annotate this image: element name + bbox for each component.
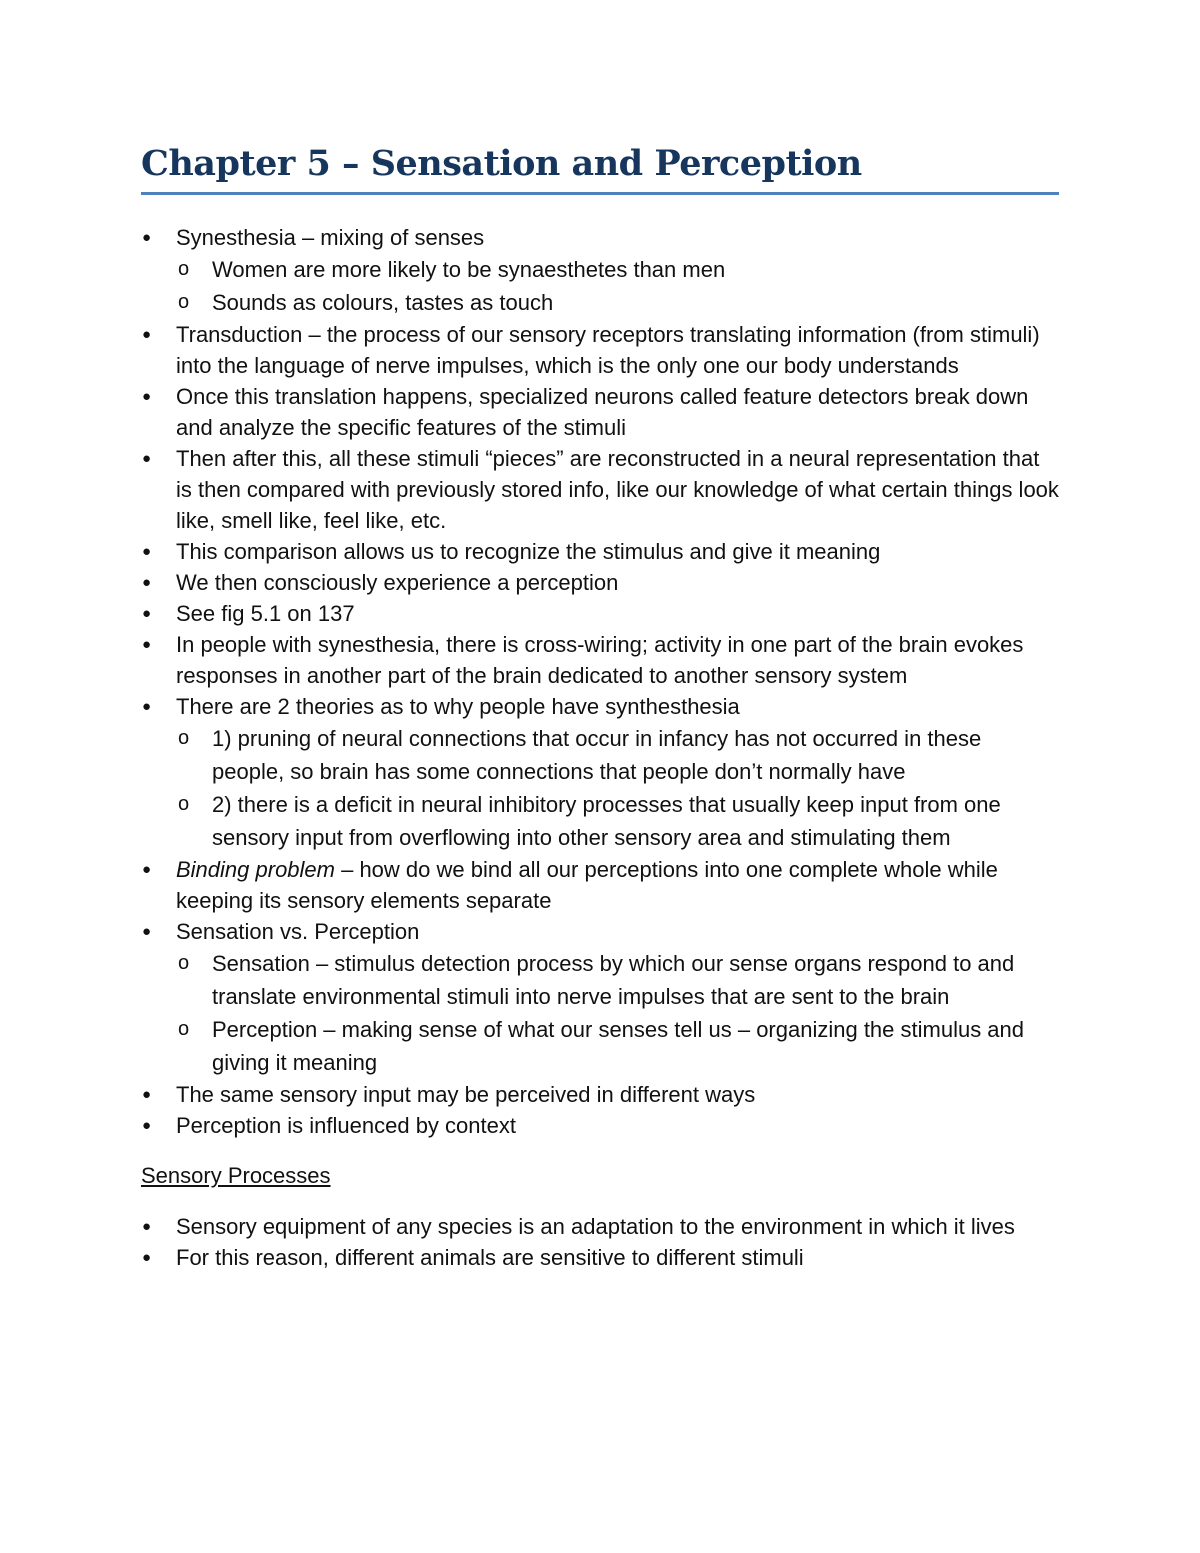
bullet-icon: ● <box>142 1249 152 1266</box>
bullet-icon: ● <box>142 574 152 591</box>
document-page <box>141 140 1059 1273</box>
sub-list-item <box>141 788 1059 854</box>
list-item <box>141 854 1059 916</box>
list-item-text: Sensation vs. Perception <box>176 919 420 944</box>
bullet-icon: ● <box>142 450 152 467</box>
list-item <box>141 536 1059 567</box>
list-item <box>141 629 1059 691</box>
list-item-text: This comparison allows us to recognize the stimulus and give it meaning <box>176 539 881 564</box>
sub-bullet-icon: o <box>178 291 190 313</box>
sub-bullet-icon: o <box>178 258 190 280</box>
bullet-icon: ● <box>142 861 152 878</box>
sub-bullet-list <box>176 722 1059 854</box>
bullet-icon: ● <box>142 923 152 940</box>
sub-bullet-icon: o <box>178 952 190 974</box>
list-item-text: See fig 5.1 on 137 <box>176 601 355 626</box>
list-item <box>141 567 1059 598</box>
binding-problem-term: Binding problem <box>176 857 335 882</box>
sub-list-item-text: Sensation – stimulus detection process by which our sense organs respond to and translate environmental stimuli into nerve impulses that are sent to the brain <box>212 951 1015 1009</box>
sub-list-item-text: 2) there is a deficit in neural inhibitory processes that usually keep input from one sensory input from overflowing into other sensory area and stimulating them <box>212 792 1001 850</box>
list-item-text: Synesthesia – mixing of senses <box>176 225 485 250</box>
list-item <box>141 222 1059 319</box>
list-item-text: – how do we bind all our perceptions into one complete whole while keeping its sensory elements separate <box>176 857 998 913</box>
list-item <box>141 1110 1059 1141</box>
sub-list-item <box>141 947 1059 1013</box>
list-item-text: For this reason, different animals are sensitive to different stimuli <box>176 1245 804 1270</box>
list-item <box>141 598 1059 629</box>
sub-list-item-text: Sounds as colours, tastes as touch <box>212 290 554 315</box>
list-item <box>141 916 1059 1079</box>
list-item <box>141 1079 1059 1110</box>
list-item-text: Perception is influenced by context <box>176 1113 516 1138</box>
list-item <box>141 319 1059 381</box>
bullet-icon: ● <box>142 636 152 653</box>
bullet-icon: ● <box>142 543 152 560</box>
main-bullet-list <box>141 222 1059 1141</box>
list-item-text: Transduction – the process of our sensory receptors translating information (from stimuli) into the language of nerve impulses, which is the only one our body understands <box>176 322 1040 378</box>
sub-bullet-icon: o <box>178 793 190 815</box>
page-title: Chapter 5 – Sensation and Perception <box>141 143 862 184</box>
bullet-icon: ● <box>142 1218 152 1235</box>
list-item <box>141 1242 1059 1273</box>
bullet-icon: ● <box>142 698 152 715</box>
list-item-text: We then consciously experience a perception <box>176 570 619 595</box>
bullet-icon: ● <box>142 1117 152 1134</box>
section-heading: Sensory Processes <box>141 1163 331 1188</box>
sub-list-item-text: Women are more likely to be synaesthetes than men <box>212 257 726 282</box>
sub-bullet-list <box>176 947 1059 1079</box>
sub-list-item <box>141 253 1059 286</box>
bullet-icon: ● <box>142 326 152 343</box>
sub-list-item <box>141 286 1059 319</box>
bullet-icon: ● <box>142 1086 152 1103</box>
sub-list-item <box>141 1013 1059 1079</box>
sub-list-item <box>141 722 1059 788</box>
section-bullet-list <box>141 1211 1059 1273</box>
bullet-icon: ● <box>142 229 152 246</box>
list-item <box>141 443 1059 536</box>
list-item-text: There are 2 theories as to why people have synthesthesia <box>176 694 740 719</box>
title-underline-rule <box>141 192 1059 195</box>
bullet-icon: ● <box>142 605 152 622</box>
sub-list-item-text: Perception – making sense of what our senses tell us – organizing the stimulus and giving it meaning <box>212 1017 1025 1075</box>
list-item-text: The same sensory input may be perceived in different ways <box>176 1082 756 1107</box>
sub-list-item-text: 1) pruning of neural connections that occur in infancy has not occurred in these people, so brain has some connections that people don’t normally have <box>212 726 982 784</box>
list-item-text: Once this translation happens, specialized neurons called feature detectors break down and analyze the specific features of the stimuli <box>176 384 1029 440</box>
list-item-text: Then after this, all these stimuli “pieces” are reconstructed in a neural representation that is then compared with previously stored info, like our knowledge of what certain things look like, smell like, feel like, etc. <box>176 446 1059 533</box>
list-item-text: Sensory equipment of any species is an adaptation to the environment in which it lives <box>176 1214 1015 1239</box>
list-item <box>141 691 1059 854</box>
list-item <box>141 381 1059 443</box>
bullet-icon: ● <box>142 388 152 405</box>
list-item-text: In people with synesthesia, there is cross-wiring; activity in one part of the brain evokes responses in another part of the brain dedicated to another sensory system <box>176 632 1024 688</box>
list-item <box>141 1211 1059 1242</box>
sub-bullet-list <box>176 253 1059 319</box>
sub-bullet-icon: o <box>178 1018 190 1040</box>
sub-bullet-icon: o <box>178 727 190 749</box>
